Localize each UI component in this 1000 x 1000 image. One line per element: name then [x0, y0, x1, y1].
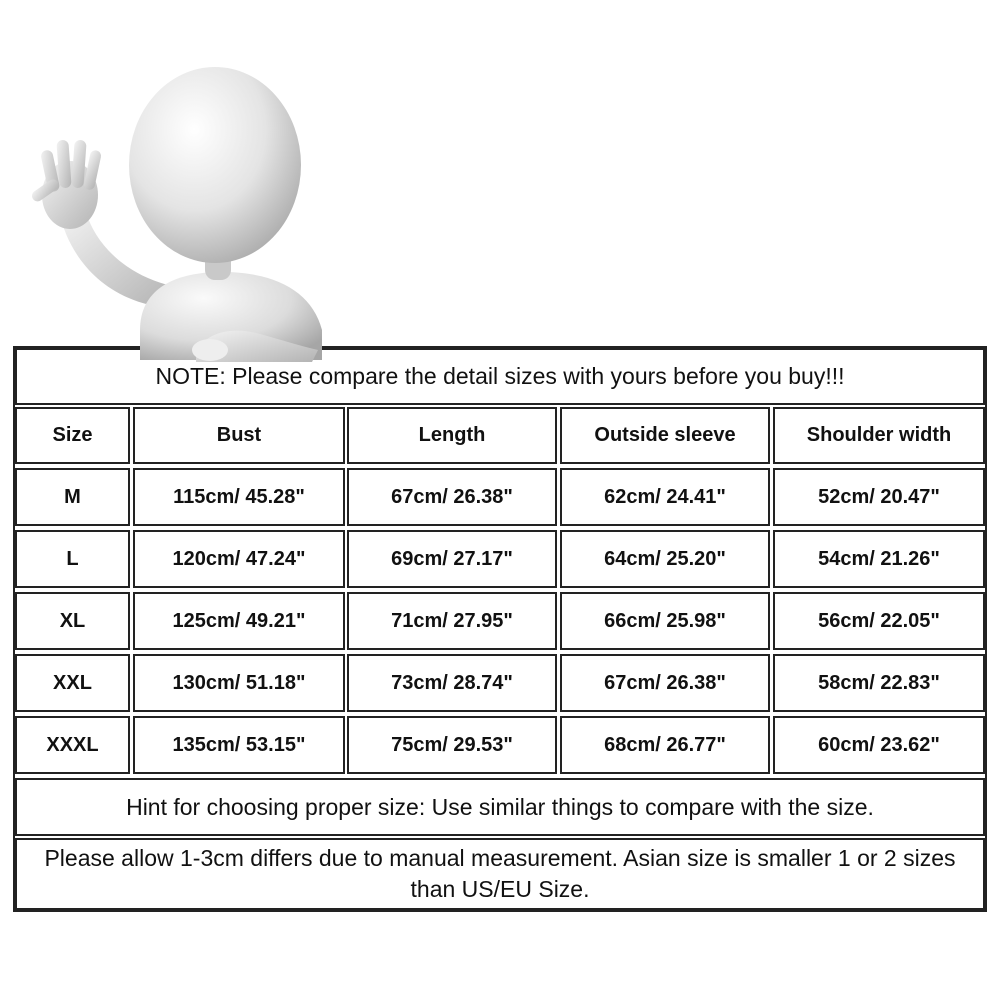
sleeve-cell [560, 716, 770, 774]
shoulder-cell [773, 530, 985, 588]
header-shoulder-width-label: Shoulder width [806, 424, 952, 446]
disclaimer-banner [15, 838, 985, 910]
header-shoulder-width [773, 407, 985, 464]
length-value: 75cm/ 29.53" [391, 733, 513, 756]
shoulder-cell [773, 592, 985, 650]
bust-value: 130cm/ 51.18" [172, 671, 306, 694]
length-value: 71cm/ 27.95" [391, 609, 513, 632]
shoulder-cell [773, 654, 985, 712]
header-size [15, 407, 130, 464]
size-cell [15, 716, 130, 774]
sleeve-value: 68cm/ 26.77" [604, 733, 726, 756]
size-value: L [66, 547, 79, 570]
header-length-label: Length [418, 424, 486, 446]
sleeve-value: 67cm/ 26.38" [604, 671, 726, 694]
head [129, 67, 301, 263]
sleeve-cell [560, 530, 770, 588]
header-bust [133, 407, 345, 464]
size-cell [15, 654, 130, 712]
bust-value: 125cm/ 49.21" [172, 609, 306, 632]
size-cell [15, 530, 130, 588]
header-length [347, 407, 557, 464]
shoulder-cell [773, 468, 985, 526]
sleeve-value: 62cm/ 24.41" [604, 485, 726, 508]
hint-text: Hint for choosing proper size: Use similar things to compare with the size. [126, 793, 874, 820]
bust-value: 120cm/ 47.24" [172, 547, 306, 570]
header-outside-sleeve [560, 407, 770, 464]
hint-banner [15, 778, 985, 836]
sleeve-value: 64cm/ 25.20" [604, 547, 726, 570]
size-value: XXL [53, 671, 92, 694]
header-size-label: Size [52, 424, 93, 446]
length-cell [347, 654, 557, 712]
note-text: NOTE: Please compare the detail sizes with yours before you buy!!! [155, 363, 845, 389]
shoulder-value: 56cm/ 22.05" [818, 609, 940, 632]
length-value: 73cm/ 28.74" [391, 671, 513, 694]
length-cell [347, 592, 557, 650]
length-cell [347, 468, 557, 526]
bust-cell [133, 716, 345, 774]
shoulder-value: 52cm/ 20.47" [818, 485, 940, 508]
shoulder-cell [773, 716, 985, 774]
bust-value: 115cm/ 45.28" [173, 485, 305, 508]
shoulder-value: 60cm/ 23.62" [818, 733, 940, 756]
header-bust-label: Bust [216, 424, 262, 446]
shoulder-value: 54cm/ 21.26" [818, 547, 940, 570]
bust-value: 135cm/ 53.15" [172, 733, 306, 756]
size-value: XL [59, 609, 86, 632]
sleeve-value: 66cm/ 25.98" [604, 609, 726, 632]
length-cell [347, 530, 557, 588]
length-cell [347, 716, 557, 774]
disclaimer-text: Please allow 1-3cm differs due to manual measurement. Asian size is smaller 1 or 2 sizes than US/EU Size. [44, 845, 956, 902]
shoulder-value: 58cm/ 22.83" [818, 671, 940, 694]
size-value: M [64, 485, 81, 508]
length-value: 69cm/ 27.17" [391, 547, 513, 570]
resting-hand [192, 339, 228, 361]
bust-cell [133, 592, 345, 650]
sleeve-cell [560, 592, 770, 650]
length-value: 67cm/ 26.38" [391, 485, 513, 508]
header-outside-sleeve-label: Outside sleeve [594, 424, 736, 446]
sleeve-cell [560, 654, 770, 712]
size-value: XXXL [46, 733, 99, 756]
sleeve-cell [560, 468, 770, 526]
bust-cell [133, 468, 345, 526]
waving-person-illustration [0, 0, 360, 400]
bust-cell [133, 654, 345, 712]
size-cell [15, 592, 130, 650]
waving-hand [30, 140, 102, 229]
bust-cell [133, 530, 345, 588]
size-cell [15, 468, 130, 526]
